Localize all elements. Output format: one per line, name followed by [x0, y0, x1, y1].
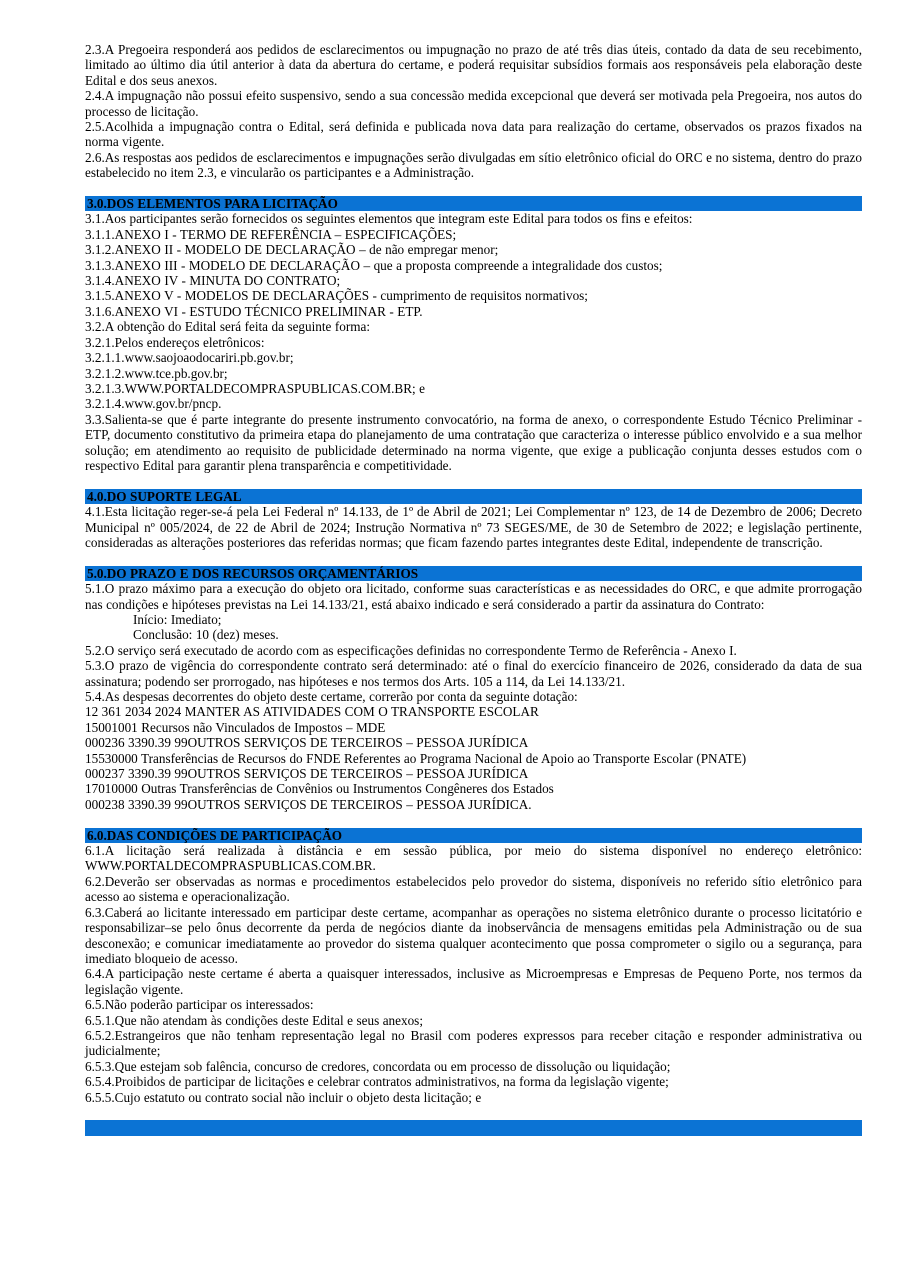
paragraph: 000237 3390.39 99OUTROS SERVIÇOS DE TERCEIROS – PESSOA JURÍDICA [85, 766, 529, 782]
paragraph: 3.2.A obtenção do Edital será feita da seguinte forma: [85, 319, 371, 335]
paragraph: 2.3.A Pregoeira responderá aos pedidos de esclarecimentos ou impugnação no prazo de até três dias úteis, contado da data de seu recebimento, limitado ao último dia útil anterior à data da abertura do certame, e poderá requisitar subsídios formais aos responsáveis pela elaboração deste Edital e dos seus anexos. [85, 42, 862, 88]
paragraph: 5.1.O prazo máximo para a execução do objeto ora licitado, conforme suas características e as necessidades do ORC, e que admite prorrogação nas condições e hipóteses previstas na Lei 14.133/21, está abaixo indicado e será considerado a partir da assinatura do Contrato: [85, 581, 862, 612]
paragraph: 6.1.A licitação será realizada à distância e em sessão pública, por meio do sistema disponível no endereço eletrônico: WWW.PORTALDECOMPRASPUBLICAS.COM.BR. [85, 843, 862, 874]
paragraph: 15001001 Recursos não Vinculados de Impostos – MDE [85, 719, 386, 735]
paragraph: 3.3.Salienta-se que é parte integrante do presente instrumento convocatório, na forma de anexo, o correspondente Estudo Técnico Preliminar - ETP, documento constitutivo da primeira etapa do planejamento de uma contratação que caracteriza o interesse público envolvido e a sua melhor solução; em atendimento ao requisito de publicidade determinado na norma vigente, que exige a publicação conjunta desses estudos com o respectivo Edital para garantir plena transparência e competitividade. [85, 411, 862, 473]
paragraph: 3.1.4.ANEXO IV - MINUTA DO CONTRATO; [85, 273, 341, 289]
paragraph: 6.2.Deverão ser observadas as normas e procedimentos estabelecidos pelo provedor do sistema, disponíveis no referido sítio eletrônico para acesso ao sistema e operacionalização. [85, 873, 862, 905]
paragraph: 3.2.1.3.WWW.PORTALDECOMPRASPUBLICAS.COM.BR; e [85, 380, 426, 396]
paragraph: 6.3.Caberá ao licitante interessado em participar deste certame, acompanhar as operações no sistema eletrônico durante o processo licitatório e responsabilizar–se pelo ônus decorrente da perda de negócios diante da inobservância de mensagens emitidas pela Administração ou de sua desconexão; e comunicar imediatamente ao provedor do sistema qualquer acontecimento que possa comprometer o sigilo ou a segurança, para imediato bloqueio de acesso. [85, 904, 862, 966]
paragraph: 15530000 Transferências de Recursos do FNDE Referentes ao Programa Nacional de Apoio ao Transporte Escolar (PNATE) [85, 750, 747, 766]
paragraph: 3.1.1.ANEXO I - TERMO DE REFERÊNCIA – ESPECIFICAÇÕES; [85, 226, 457, 242]
section-heading: 3.0.DOS ELEMENTOS PARA LICITAÇÃO [85, 196, 862, 211]
paragraph: 4.1.Esta licitação reger-se-á pela Lei Federal nº 14.133, de 1º de Abril de 2021; Lei Complementar nº 123, de 14 de Dezembro de 2006; Decreto Municipal nº 005/2024, de 22 de Abril de 2024; Instrução Normativa nº 73 SEGES/ME, de 30 de Setembro de 2022; e legislação pertinente, consideradas as alterações posteriores das referidas normas; que ficam fazendo partes integrantes deste Edital, independente de transcrição. [85, 504, 862, 550]
paragraph: 2.5.Acolhida a impugnação contra o Edital, será definida e publicada nova data para realização do certame, observados os prazos fixados na norma vigente. [85, 119, 862, 150]
paragraph: 000236 3390.39 99OUTROS SERVIÇOS DE TERCEIROS – PESSOA JURÍDICA [85, 735, 529, 751]
paragraph: 2.4.A impugnação não possui efeito suspensivo, sendo a sua concessão medida excepcional que deverá ser motivada pela Pregoeira, nos autos do processo de licitação. [85, 88, 862, 119]
paragraph: 3.1.3.ANEXO III - MODELO DE DECLARAÇÃO – que a proposta compreende a integralidade dos custos; [85, 257, 663, 273]
paragraph: 3.1.5.ANEXO V - MODELOS DE DECLARAÇÕES - cumprimento de requisitos normativos; [85, 288, 588, 304]
paragraph: 5.3.O prazo de vigência do correspondente contrato será determinado: até o final do exercício financeiro de 2026, considerado da data de sua assinatura; podendo ser prorrogado, nas hipóteses e nos termos dos Arts. 105 a 114, da Lei 14.133/21. [85, 658, 862, 689]
paragraph: 17010000 Outras Transferências de Convênios ou Instrumentos Congêneres dos Estados [85, 781, 554, 797]
paragraph: 6.5.1.Que não atendam às condições deste Edital e seus anexos; [85, 1012, 423, 1028]
paragraph: 3.1.2.ANEXO II - MODELO DE DECLARAÇÃO – de não empregar menor; [85, 242, 499, 258]
paragraph: 3.2.1.2.www.tce.pb.gov.br; [85, 365, 228, 381]
paragraph: 3.1.Aos participantes serão fornecidos os seguintes elementos que integram este Edital para todos os fins e efeitos: [85, 211, 693, 227]
paragraph: 6.5.3.Que estejam sob falência, concurso de credores, concordata ou em processo de dissolução ou liquidação; [85, 1058, 671, 1074]
paragraph: 6.5.2.Estrangeiros que não tenham representação legal no Brasil com poderes expressos para receber citação e responder administrativa ou judicialmente; [85, 1027, 862, 1059]
section-heading: 5.0.DO PRAZO E DOS RECURSOS ORÇAMENTÁRIOS [85, 566, 862, 581]
indented-line: Conclusão: 10 (dez) meses. [133, 627, 279, 643]
paragraph: 6.4.A participação neste certame é aberta a quaisquer interessados, inclusive as Microempresas e Empresas de Pequeno Porte, nos termos da legislação vigente. [85, 966, 862, 997]
section-heading: 6.0.DAS CONDIÇÕES DE PARTICIPAÇÃO [85, 828, 862, 843]
paragraph: 3.2.1.4.www.gov.br/pncp. [85, 396, 222, 412]
paragraph: 3.1.6.ANEXO VI - ESTUDO TÉCNICO PRELIMINAR - ETP. [85, 303, 423, 319]
paragraph: 2.6.As respostas aos pedidos de esclarecimentos e impugnações serão divulgadas em sítio eletrônico oficial do ORC e no sistema, dentro do prazo estabelecido no item 2.3, e vincularão os participantes e a Administração. [85, 149, 862, 181]
paragraph: 5.4.As despesas decorrentes do objeto deste certame, correrão por conta da seguinte dotação: [85, 689, 578, 705]
paragraph: 3.2.1.Pelos endereços eletrônicos: [85, 334, 265, 350]
paragraph: 000238 3390.39 99OUTROS SERVIÇOS DE TERCEIROS – PESSOA JURÍDICA. [85, 796, 532, 812]
paragraph: 5.2.O serviço será executado de acordo com as especificações definidas no correspondente Termo de Referência - Anexo I. [85, 642, 737, 658]
document-content [85, 42, 862, 1136]
section-heading [85, 1120, 862, 1135]
paragraph: 12 361 2034 2024 MANTER AS ATIVIDADES COM O TRANSPORTE ESCOLAR [85, 704, 539, 720]
paragraph: 6.5.4.Proibidos de participar de licitações e celebrar contratos administrativos, na forma da legislação vigente; [85, 1074, 669, 1090]
section-heading: 4.0.DO SUPORTE LEGAL [85, 489, 862, 504]
indented-line: Início: Imediato; [133, 611, 222, 627]
paragraph: 6.5.5.Cujo estatuto ou contrato social não incluir o objeto desta licitação; e [85, 1089, 482, 1105]
paragraph: 6.5.Não poderão participar os interessados: [85, 997, 314, 1013]
paragraph: 3.2.1.1.www.saojoaodocariri.pb.gov.br; [85, 350, 294, 366]
